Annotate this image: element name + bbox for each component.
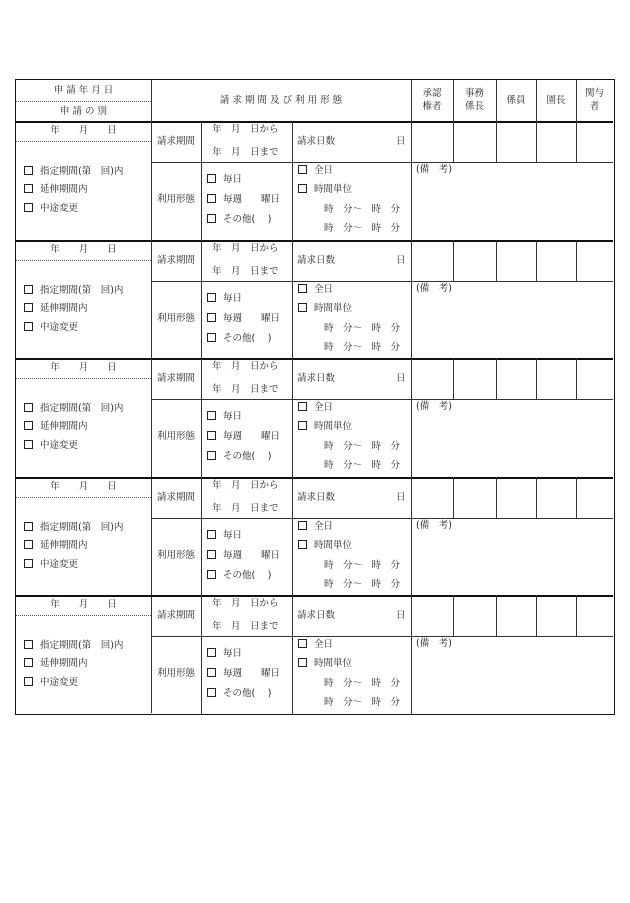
checkbox[interactable] (24, 322, 33, 331)
option-other-label: その他( ) (223, 451, 272, 462)
checkbox[interactable] (207, 668, 216, 677)
option-midway-change[interactable] (24, 559, 78, 571)
period-to: 年 月 日まで (212, 265, 279, 277)
option-hourly[interactable] (298, 421, 352, 433)
remarks-label: (備 考) (416, 401, 452, 412)
checkbox[interactable] (207, 431, 216, 440)
checkbox[interactable] (207, 688, 216, 697)
days-unit: 日 (396, 254, 406, 266)
option-every-week[interactable] (207, 668, 280, 680)
usage-label: 利用形態 (156, 549, 195, 561)
days-label: 請求日数 (297, 254, 336, 266)
application-form-table (15, 79, 615, 715)
office-chief-header-line2: 係長 (464, 101, 484, 112)
days-unit: 日 (396, 491, 406, 503)
checkbox[interactable] (207, 530, 216, 539)
option-every-day[interactable] (207, 174, 242, 186)
involved-header-line1: 関与 (584, 88, 604, 99)
checkbox[interactable] (24, 540, 33, 549)
application-date-field: 年 月 日 (50, 125, 117, 136)
time-range-2: 時 分～ 時 分 (324, 341, 401, 353)
usage-label: 利用形態 (156, 668, 195, 679)
time-range-1: 時 分～ 時 分 (324, 204, 401, 215)
checkbox[interactable] (298, 284, 307, 293)
checkbox[interactable] (207, 411, 216, 420)
option-designated-period[interactable] (24, 166, 123, 178)
checkbox[interactable] (24, 658, 33, 667)
checkbox[interactable] (207, 194, 216, 203)
checkbox[interactable] (24, 184, 33, 193)
option-hourly[interactable] (298, 184, 352, 196)
option-full-day[interactable] (298, 402, 333, 414)
option-every-day-label: 毎日 (223, 174, 243, 185)
option-full-day[interactable] (298, 165, 333, 177)
time-range-2: 時 分～ 時 分 (324, 697, 401, 708)
checkbox[interactable] (207, 648, 216, 657)
option-full-day-label: 全日 (314, 165, 334, 176)
days-unit: 日 (396, 610, 406, 621)
col-divider (201, 358, 202, 477)
option-hourly-label: 時間単位 (314, 658, 353, 669)
option-extended-period-label: 延伸期間内 (40, 658, 88, 669)
remarks-label: (備 考) (416, 282, 452, 294)
checkbox[interactable] (298, 402, 307, 411)
time-range-2: 時 分～ 時 分 (324, 578, 401, 590)
option-other[interactable] (207, 451, 271, 463)
option-full-day-label: 全日 (314, 639, 334, 650)
stamp-divider (496, 595, 497, 636)
checkbox[interactable] (298, 521, 307, 530)
stamp-divider (496, 240, 497, 281)
checkbox[interactable] (207, 313, 216, 322)
row-divider (151, 636, 613, 637)
checkbox[interactable] (298, 421, 307, 430)
option-hourly-label: 時間単位 (314, 421, 353, 432)
option-hourly-label: 時間単位 (314, 184, 353, 195)
time-range-2: 時 分～ 時 分 (324, 460, 401, 471)
checkbox[interactable] (24, 440, 33, 449)
stamp-divider (576, 477, 577, 518)
usage-label: 利用形態 (156, 431, 195, 442)
option-every-day[interactable] (207, 293, 242, 305)
period-and-usage-header: 請 求 期 間 及 び 利 用 形 態 (219, 95, 343, 106)
entry-separator (16, 477, 613, 479)
days-label: 請求日数 (297, 136, 336, 147)
header-bottom-border (16, 121, 613, 123)
option-extended-period-label: 延伸期間内 (40, 184, 88, 195)
option-other[interactable] (207, 333, 271, 345)
option-every-day[interactable] (207, 530, 242, 542)
staff-header: 係員 (506, 95, 526, 106)
option-other[interactable] (207, 688, 271, 700)
col-divider (411, 358, 412, 477)
option-other-label: その他( ) (223, 332, 272, 344)
option-other-label: その他( ) (223, 688, 272, 699)
option-midway-change-label: 中途変更 (40, 677, 79, 688)
option-other-label: その他( ) (223, 214, 272, 225)
option-designated-period[interactable] (24, 285, 123, 297)
stamp-divider (536, 358, 537, 399)
remarks-label: (備 考) (416, 164, 452, 175)
checkbox[interactable] (24, 303, 33, 312)
col-divider (411, 477, 412, 596)
days-label: 請求日数 (297, 491, 336, 503)
option-hourly-label: 時間単位 (314, 302, 353, 314)
col-divider (201, 595, 202, 714)
checkbox[interactable] (298, 303, 307, 312)
stamp-divider (496, 477, 497, 518)
option-every-day[interactable] (207, 648, 242, 660)
stamp-divider (536, 595, 537, 636)
option-full-day[interactable] (298, 284, 333, 296)
period-from: 年 月 日から (212, 479, 279, 491)
option-every-week[interactable] (207, 431, 280, 443)
stamp-divider (536, 121, 537, 162)
stamp-divider (496, 358, 497, 399)
principal-header: 園長 (546, 95, 566, 106)
checkbox[interactable] (24, 166, 33, 175)
option-midway-change[interactable] (24, 203, 78, 215)
checkbox[interactable] (298, 540, 307, 549)
entry-separator (16, 358, 613, 360)
time-range-1: 時 分～ 時 分 (324, 322, 401, 334)
option-every-day-label: 毎日 (223, 529, 243, 541)
office-chief-header-line1: 事務 (464, 88, 484, 99)
period-to: 年 月 日まで (212, 384, 279, 395)
row-divider (151, 162, 613, 163)
application-date-field: 年 月 日 (50, 243, 117, 255)
entry-separator (16, 595, 613, 597)
period-label: 請求期間 (156, 610, 195, 621)
option-every-week-label: 毎週 曜日 (223, 194, 281, 205)
checkbox[interactable] (24, 559, 33, 568)
period-label: 請求期間 (156, 254, 195, 266)
involved-header-line2: 者 (589, 101, 600, 112)
remarks-label: (備 考) (416, 519, 452, 531)
option-midway-change-label: 中途変更 (40, 321, 79, 333)
col-divider (201, 477, 202, 596)
checkbox[interactable] (207, 333, 216, 342)
option-extended-period[interactable] (24, 658, 88, 670)
days-unit: 日 (396, 373, 406, 384)
option-full-day-label: 全日 (314, 402, 334, 413)
stamp-divider (576, 240, 577, 281)
period-to: 年 月 日まで (212, 502, 279, 514)
stamp-divider (453, 240, 454, 281)
period-label: 請求期間 (156, 373, 195, 384)
checkbox[interactable] (24, 285, 33, 294)
option-midway-change-label: 中途変更 (40, 558, 79, 570)
period-from: 年 月 日から (212, 598, 279, 609)
period-from: 年 月 日から (212, 124, 279, 135)
application-type-header: 申 請 の 別 (59, 106, 108, 117)
col-divider (411, 240, 412, 359)
option-midway-change[interactable] (24, 322, 78, 334)
option-every-day-label: 毎日 (223, 648, 243, 659)
period-from: 年 月 日から (212, 242, 279, 254)
remarks-label: (備 考) (416, 638, 452, 649)
option-extended-period-label: 延伸期間内 (40, 302, 88, 314)
option-every-day-label: 毎日 (223, 411, 243, 422)
option-designated-period[interactable] (24, 640, 123, 652)
row-divider (151, 518, 613, 519)
entry-separator (16, 240, 613, 242)
col-divider (292, 358, 293, 477)
option-other[interactable] (207, 570, 271, 582)
col-divider (201, 240, 202, 359)
option-every-week-label: 毎週 曜日 (223, 312, 281, 324)
period-to: 年 月 日まで (212, 621, 279, 632)
usage-label: 利用形態 (156, 194, 195, 205)
checkbox[interactable] (298, 165, 307, 174)
days-unit: 日 (396, 136, 406, 147)
option-full-day[interactable] (298, 521, 333, 533)
time-range-2: 時 分～ 時 分 (324, 223, 401, 234)
approver-header-line2: 権者 (422, 101, 442, 112)
stamp-divider (453, 595, 454, 636)
application-date-field: 年 月 日 (50, 480, 117, 492)
checkbox[interactable] (207, 570, 216, 579)
stamp-divider (496, 121, 497, 162)
date-dotted-divider (16, 141, 151, 142)
stamp-divider (536, 240, 537, 281)
option-every-week[interactable] (207, 313, 280, 325)
checkbox[interactable] (24, 677, 33, 686)
date-dotted-divider (16, 378, 151, 379)
time-range-1: 時 分～ 時 分 (324, 441, 401, 452)
option-designated-period-label: 指定期間(第 回)内 (40, 640, 124, 651)
stamp-divider (536, 477, 537, 518)
date-dotted-divider (16, 260, 151, 261)
option-midway-change-label: 中途変更 (40, 203, 79, 214)
option-every-week[interactable] (207, 194, 280, 206)
option-every-week-label: 毎週 曜日 (223, 431, 281, 442)
option-extended-period[interactable] (24, 184, 88, 196)
checkbox[interactable] (298, 184, 307, 193)
option-every-day[interactable] (207, 411, 242, 423)
option-full-day-label: 全日 (314, 283, 334, 295)
option-designated-period-label: 指定期間(第 回)内 (40, 284, 124, 296)
option-designated-period-label: 指定期間(第 回)内 (40, 403, 124, 414)
col-divider (292, 595, 293, 714)
checkbox[interactable] (298, 658, 307, 667)
checkbox[interactable] (207, 550, 216, 559)
option-midway-change[interactable] (24, 440, 78, 452)
date-dotted-divider (16, 497, 151, 498)
col-divider (411, 595, 412, 714)
header-dotted-divider (16, 101, 151, 102)
checkbox[interactable] (207, 214, 216, 223)
row-divider (151, 281, 613, 282)
checkbox[interactable] (24, 203, 33, 212)
col-divider (292, 477, 293, 596)
row-divider (151, 399, 613, 400)
checkbox[interactable] (207, 451, 216, 460)
usage-label: 利用形態 (156, 312, 195, 324)
option-other-label: その他( ) (223, 569, 272, 581)
option-other[interactable] (207, 214, 271, 226)
col-divider (201, 121, 202, 240)
stamp-divider (576, 121, 577, 162)
days-label: 請求日数 (297, 610, 336, 621)
option-every-day-label: 毎日 (223, 292, 243, 304)
option-hourly[interactable] (298, 540, 352, 552)
option-extended-period[interactable] (24, 303, 88, 315)
period-from: 年 月 日から (212, 361, 279, 372)
checkbox[interactable] (24, 640, 33, 649)
application-date-header: 申 請 年 月 日 (53, 85, 114, 96)
application-date-field: 年 月 日 (50, 362, 117, 373)
checkbox[interactable] (24, 403, 33, 412)
option-hourly-label: 時間単位 (314, 539, 353, 551)
option-designated-period-label: 指定期間(第 回)内 (40, 521, 124, 533)
stamp-divider (453, 358, 454, 399)
option-midway-change[interactable] (24, 677, 78, 689)
application-date-field: 年 月 日 (50, 599, 117, 610)
checkbox[interactable] (298, 639, 307, 648)
stamp-divider (453, 121, 454, 162)
option-full-day-label: 全日 (314, 520, 334, 532)
option-designated-period-label: 指定期間(第 回)内 (40, 166, 124, 177)
col-divider (411, 121, 412, 240)
option-full-day[interactable] (298, 639, 333, 651)
option-midway-change-label: 中途変更 (40, 440, 79, 451)
checkbox[interactable] (207, 293, 216, 302)
stamp-divider (576, 595, 577, 636)
option-extended-period[interactable] (24, 540, 88, 552)
option-extended-period[interactable] (24, 421, 88, 433)
time-range-1: 時 分～ 時 分 (324, 559, 401, 571)
period-to: 年 月 日まで (212, 147, 279, 158)
checkbox[interactable] (207, 174, 216, 183)
option-every-week-label: 毎週 曜日 (223, 668, 281, 679)
period-label: 請求期間 (156, 491, 195, 503)
option-hourly[interactable] (298, 658, 352, 670)
stamp-divider (576, 358, 577, 399)
option-designated-period[interactable] (24, 522, 123, 534)
col-divider (292, 240, 293, 359)
days-label: 請求日数 (297, 373, 336, 384)
stamp-divider (453, 477, 454, 518)
period-label: 請求期間 (156, 136, 195, 147)
option-every-week[interactable] (207, 550, 280, 562)
time-range-1: 時 分～ 時 分 (324, 678, 401, 689)
option-designated-period[interactable] (24, 403, 123, 415)
option-extended-period-label: 延伸期間内 (40, 539, 88, 551)
col-divider (292, 121, 293, 240)
option-hourly[interactable] (298, 303, 352, 315)
checkbox[interactable] (24, 421, 33, 430)
approver-header-line1: 承認 (422, 88, 442, 99)
option-every-week-label: 毎週 曜日 (223, 549, 281, 561)
checkbox[interactable] (24, 522, 33, 531)
option-extended-period-label: 延伸期間内 (40, 421, 88, 432)
date-dotted-divider (16, 615, 151, 616)
